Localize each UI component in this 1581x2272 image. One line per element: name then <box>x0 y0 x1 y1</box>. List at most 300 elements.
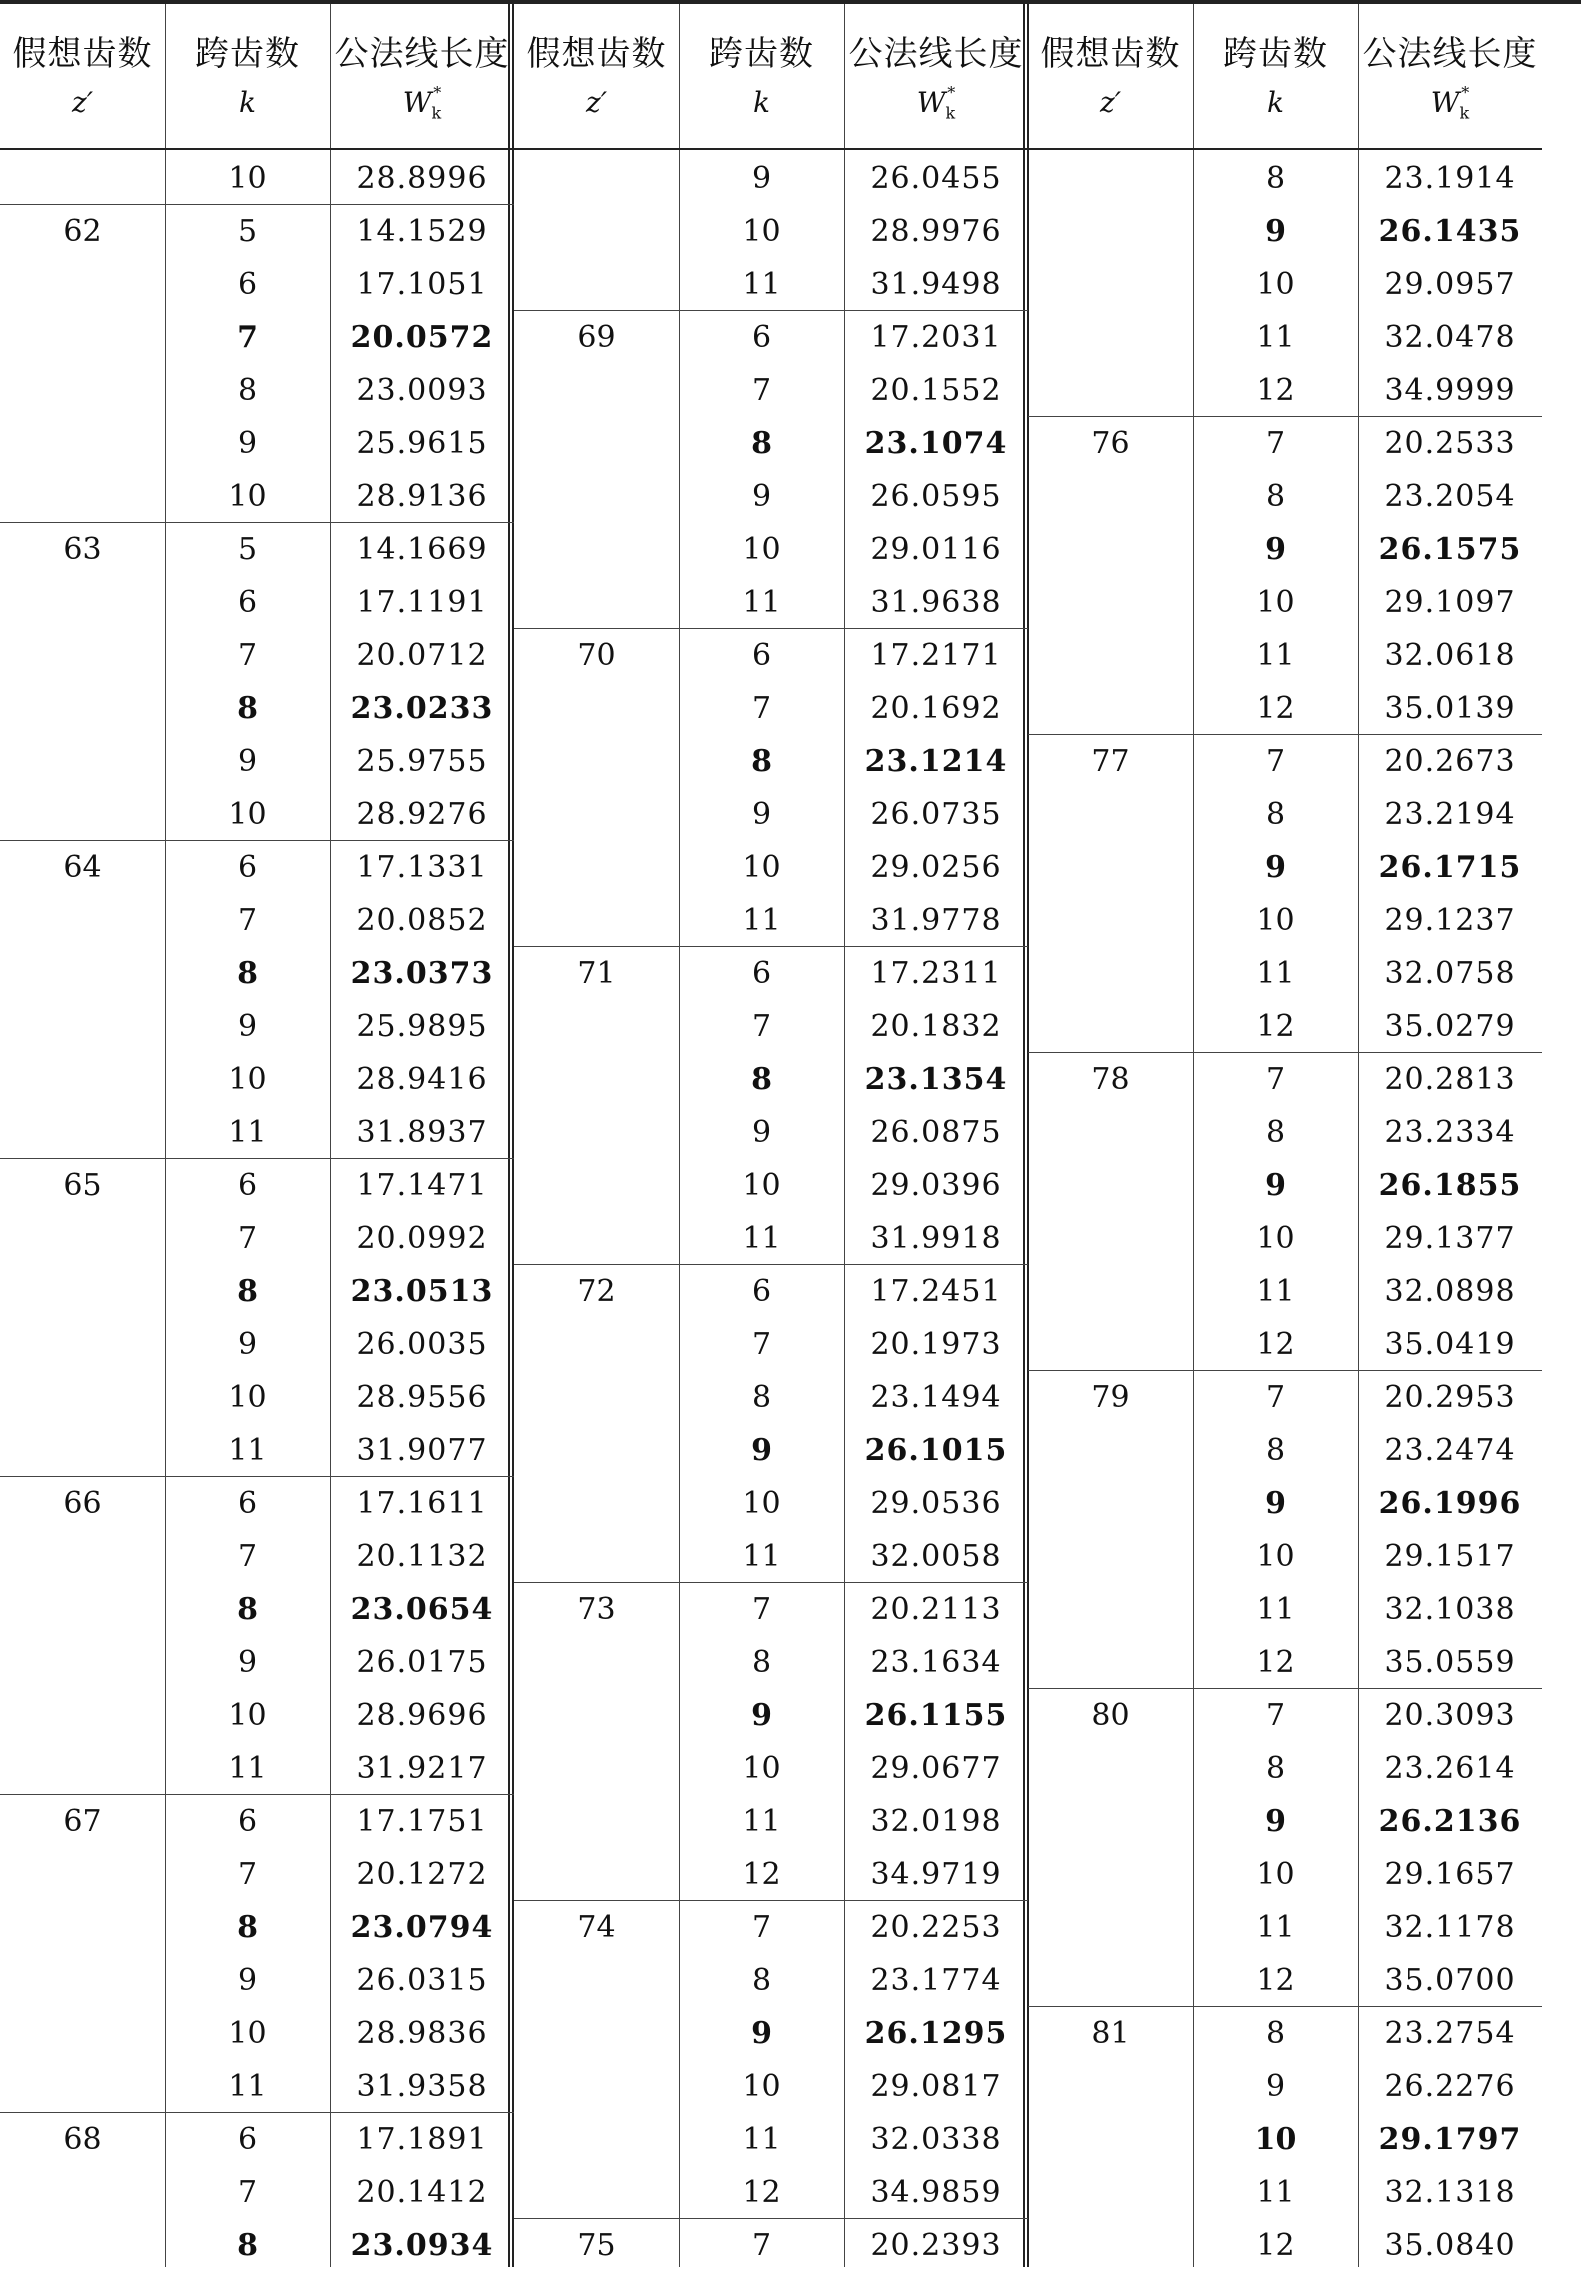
header-base-tangent-length-symbol <box>330 82 514 123</box>
cell-span-teeth: 8 <box>1265 2016 1286 2051</box>
cell-span-teeth: 7 <box>751 1009 772 1044</box>
cell-base-tangent-length: 20.1412 <box>356 2175 488 2210</box>
cell-span-teeth: 7 <box>751 1910 772 1945</box>
cell-base-tangent-length: 26.0315 <box>356 1963 488 1998</box>
header-imaginary-teeth-symbol-text: z′ <box>71 86 94 119</box>
cell-imaginary-teeth <box>1028 682 1193 735</box>
cell-base-tangent-length: 26.1855 <box>1378 1168 1522 1203</box>
cell-imaginary-teeth <box>1028 523 1193 576</box>
cell-imaginary-teeth <box>0 1954 165 2007</box>
cell-base-tangent-length: 23.2334 <box>1384 1115 1516 1150</box>
cell-span-teeth: 7 <box>1265 1380 1286 1415</box>
cell-span-teeth: 9 <box>751 797 772 832</box>
table-row <box>1028 311 1542 364</box>
cell-base-tangent-length: 17.1331 <box>356 850 488 885</box>
cell-span-teeth: 8 <box>1265 161 1286 196</box>
cell-span-teeth: 11 <box>1256 956 1295 991</box>
cell-base-tangent-length: 23.2614 <box>1384 1751 1516 1786</box>
table-row <box>514 1954 1028 2007</box>
cell-span-teeth: 10 <box>228 797 267 832</box>
cell-base-tangent-length: 26.0595 <box>870 479 1002 514</box>
cell-base-tangent-length: 20.2953 <box>1384 1380 1516 1415</box>
cell-span-teeth: 11 <box>1256 1592 1295 1627</box>
table-row <box>514 1477 1028 1530</box>
cell-imaginary-teeth <box>514 1530 679 1583</box>
cell-imaginary-teeth <box>1028 2166 1193 2219</box>
cell-base-tangent-length: 25.9895 <box>356 1009 488 1044</box>
table-row <box>0 629 514 682</box>
symbol-subscript: k <box>945 103 956 123</box>
cell-base-tangent-length: 35.0840 <box>1384 2228 1516 2263</box>
cell-imaginary-teeth <box>514 1795 679 1848</box>
cell-span-teeth: 9 <box>237 1009 258 1044</box>
table-row <box>1028 576 1542 629</box>
cell-base-tangent-length: 29.0396 <box>870 1168 1002 1203</box>
cell-base-tangent-length: 31.9498 <box>870 267 1002 302</box>
table-row <box>514 1689 1028 1742</box>
table-row <box>0 2060 514 2113</box>
cell-imaginary-teeth <box>0 2060 165 2113</box>
cell-span-teeth: 11 <box>742 1539 781 1574</box>
cell-span-teeth: 11 <box>742 2122 781 2157</box>
cell-imaginary-teeth: 72 <box>577 1274 616 1309</box>
cell-base-tangent-length: 32.0198 <box>870 1804 1002 1839</box>
cell-base-tangent-length: 17.1751 <box>356 1804 488 1839</box>
cell-imaginary-teeth <box>0 1265 165 1318</box>
cell-span-teeth: 7 <box>751 373 772 408</box>
cell-base-tangent-length: 20.1272 <box>356 1857 488 1892</box>
cell-imaginary-teeth <box>1028 841 1193 894</box>
cell-imaginary-teeth <box>1028 894 1193 947</box>
cell-span-teeth: 7 <box>237 2175 258 2210</box>
cell-span-teeth: 12 <box>1256 1327 1295 1362</box>
header-span-teeth-symbol-text: k <box>1267 86 1284 119</box>
header-imaginary-teeth-symbol <box>1028 86 1193 119</box>
table-row <box>1028 788 1542 841</box>
table-row <box>0 1265 514 1318</box>
cell-imaginary-teeth <box>0 1106 165 1159</box>
cell-span-teeth: 7 <box>1265 426 1286 461</box>
cell-span-teeth: 9 <box>237 1645 258 1680</box>
table-row <box>0 1477 514 1530</box>
cell-base-tangent-length: 29.0817 <box>870 2069 1002 2104</box>
cell-base-tangent-length: 29.1237 <box>1384 903 1516 938</box>
cell-base-tangent-length: 32.1178 <box>1384 1910 1516 1945</box>
table-row <box>1028 1742 1542 1795</box>
cell-span-teeth: 10 <box>228 1698 267 1733</box>
cell-imaginary-teeth <box>0 735 165 788</box>
table-row <box>1028 1795 1542 1848</box>
cell-span-teeth: 8 <box>751 1062 772 1097</box>
table-row <box>1028 1689 1542 1742</box>
table-row <box>1028 1636 1542 1689</box>
table-row <box>1028 470 1542 523</box>
cell-span-teeth: 10 <box>228 1380 267 1415</box>
cell-base-tangent-length: 28.9696 <box>356 1698 488 1733</box>
cell-base-tangent-length: 26.1715 <box>1378 850 1522 885</box>
table-row <box>1028 2113 1542 2166</box>
table-row <box>514 735 1028 788</box>
cell-span-teeth: 11 <box>742 585 781 620</box>
cell-span-teeth: 6 <box>237 850 258 885</box>
table-row <box>514 1371 1028 1424</box>
table-row <box>514 258 1028 311</box>
table-row <box>514 841 1028 894</box>
cell-base-tangent-length: 23.1634 <box>870 1645 1002 1680</box>
cell-span-teeth: 5 <box>237 214 258 249</box>
cell-base-tangent-length: 35.0419 <box>1384 1327 1516 1362</box>
table-row <box>1028 735 1542 788</box>
cell-imaginary-teeth: 79 <box>1091 1380 1130 1415</box>
table-row <box>1028 417 1542 470</box>
cell-base-tangent-length: 23.1214 <box>864 744 1008 779</box>
cell-base-tangent-length: 28.9836 <box>356 2016 488 2051</box>
cell-base-tangent-length: 14.1669 <box>356 532 488 567</box>
table-row <box>1028 629 1542 682</box>
table-row <box>0 1424 514 1477</box>
cell-span-teeth: 8 <box>237 956 258 991</box>
cell-base-tangent-length: 23.2754 <box>1384 2016 1516 2051</box>
table-row <box>514 947 1028 1000</box>
cell-base-tangent-length: 28.9276 <box>356 797 488 832</box>
cell-base-tangent-length: 26.0175 <box>356 1645 488 1680</box>
table-row <box>1028 523 1542 576</box>
cell-imaginary-teeth <box>1028 576 1193 629</box>
cell-imaginary-teeth: 67 <box>63 1804 102 1839</box>
header-base-tangent-length-symbol-text: W <box>1430 86 1460 119</box>
cell-span-teeth: 10 <box>742 1751 781 1786</box>
cell-span-teeth: 6 <box>751 320 772 355</box>
cell-base-tangent-length: 23.0934 <box>350 2228 494 2263</box>
cell-base-tangent-length: 29.1657 <box>1384 1857 1516 1892</box>
cell-base-tangent-length: 17.2311 <box>870 956 1002 991</box>
cell-imaginary-teeth: 65 <box>63 1168 102 1203</box>
cell-span-teeth: 6 <box>237 585 258 620</box>
table-row <box>0 470 514 523</box>
cell-span-teeth: 8 <box>1265 479 1286 514</box>
table-row <box>0 1106 514 1159</box>
cell-base-tangent-length: 26.0455 <box>870 161 1002 196</box>
table-row <box>1028 364 1542 417</box>
cell-span-teeth: 9 <box>751 479 772 514</box>
cell-imaginary-teeth <box>1028 1530 1193 1583</box>
cell-imaginary-teeth <box>514 576 679 629</box>
header-bottom-rule <box>0 148 514 150</box>
cell-span-teeth: 6 <box>237 267 258 302</box>
cell-imaginary-teeth: 74 <box>577 1910 616 1945</box>
cell-base-tangent-length: 20.1692 <box>870 691 1002 726</box>
cell-span-teeth: 11 <box>742 903 781 938</box>
cell-imaginary-teeth <box>514 1159 679 1212</box>
cell-imaginary-teeth <box>514 470 679 523</box>
table-row <box>514 1159 1028 1212</box>
cell-base-tangent-length: 23.1914 <box>1384 161 1516 196</box>
table-row <box>1028 1053 1542 1106</box>
cell-base-tangent-length: 17.1471 <box>356 1168 488 1203</box>
cell-span-teeth: 10 <box>742 1168 781 1203</box>
cell-base-tangent-length: 29.0536 <box>870 1486 1002 1521</box>
table-row <box>0 947 514 1000</box>
cell-imaginary-teeth <box>1028 1848 1193 1901</box>
cell-base-tangent-length: 17.1191 <box>356 585 488 620</box>
table-row <box>1028 1530 1542 1583</box>
cell-span-teeth: 7 <box>237 638 258 673</box>
cell-span-teeth: 9 <box>237 1327 258 1362</box>
cell-span-teeth: 7 <box>237 1857 258 1892</box>
cell-imaginary-teeth <box>0 682 165 735</box>
header-imaginary-teeth <box>514 4 679 150</box>
table-row <box>0 152 514 205</box>
cell-base-tangent-length: 20.2813 <box>1384 1062 1516 1097</box>
cell-imaginary-teeth <box>1028 1000 1193 1053</box>
cell-span-teeth: 10 <box>742 850 781 885</box>
table-row <box>514 2166 1028 2219</box>
cell-imaginary-teeth <box>0 1424 165 1477</box>
cell-span-teeth: 9 <box>1265 2069 1286 2104</box>
cell-imaginary-teeth <box>0 258 165 311</box>
table-row <box>0 1212 514 1265</box>
table-row <box>514 2060 1028 2113</box>
cell-imaginary-teeth <box>514 1742 679 1795</box>
header-imaginary-teeth-symbol <box>0 86 165 119</box>
header-imaginary-teeth-label: 假想齿数 <box>1040 34 1181 74</box>
cell-span-teeth: 9 <box>1265 532 1286 567</box>
cell-base-tangent-length: 20.2393 <box>870 2228 1002 2263</box>
cell-imaginary-teeth <box>514 1212 679 1265</box>
cell-imaginary-teeth <box>1028 364 1193 417</box>
table-row <box>0 523 514 576</box>
cell-base-tangent-length: 25.9615 <box>356 426 488 461</box>
table-row <box>514 2007 1028 2060</box>
cell-base-tangent-length: 17.2451 <box>870 1274 1002 1309</box>
table-row <box>514 1265 1028 1318</box>
cell-base-tangent-length: 28.9136 <box>356 479 488 514</box>
cell-imaginary-teeth <box>1028 1265 1193 1318</box>
cell-span-teeth: 10 <box>1256 1539 1295 1574</box>
cell-imaginary-teeth <box>514 682 679 735</box>
table-row <box>514 1000 1028 1053</box>
cell-base-tangent-length: 20.2113 <box>870 1592 1002 1627</box>
cell-imaginary-teeth: 75 <box>577 2228 616 2263</box>
cell-base-tangent-length: 23.1774 <box>870 1963 1002 1998</box>
cell-span-teeth: 10 <box>1256 1221 1295 1256</box>
cell-span-teeth: 10 <box>1256 903 1295 938</box>
table-row <box>514 629 1028 682</box>
cell-span-teeth: 12 <box>1256 1009 1295 1044</box>
cell-span-teeth: 8 <box>237 1592 258 1627</box>
cell-span-teeth: 9 <box>1265 1486 1286 1521</box>
cell-span-teeth: 7 <box>751 1592 772 1627</box>
cell-base-tangent-length: 17.1051 <box>356 267 488 302</box>
cell-imaginary-teeth: 68 <box>63 2122 102 2157</box>
header-base-tangent-length <box>1358 4 1542 150</box>
cell-span-teeth: 8 <box>237 1274 258 1309</box>
cell-imaginary-teeth <box>1028 1212 1193 1265</box>
header-span-teeth-label: 跨齿数 <box>1223 34 1328 74</box>
cell-imaginary-teeth <box>514 1636 679 1689</box>
cell-base-tangent-length: 20.0572 <box>350 320 494 355</box>
cell-imaginary-teeth: 80 <box>1091 1698 1130 1733</box>
cell-imaginary-teeth <box>1028 205 1193 258</box>
table-row <box>1028 1000 1542 1053</box>
cell-imaginary-teeth <box>514 2113 679 2166</box>
table-row <box>0 788 514 841</box>
table-row <box>0 258 514 311</box>
cell-span-teeth: 12 <box>1256 2228 1295 2263</box>
cell-base-tangent-length: 20.1832 <box>870 1009 1002 1044</box>
cell-imaginary-teeth: 81 <box>1091 2016 1130 2051</box>
cell-imaginary-teeth <box>514 152 679 205</box>
cell-base-tangent-length: 23.0513 <box>350 1274 494 1309</box>
cell-span-teeth: 10 <box>742 532 781 567</box>
cell-base-tangent-length: 35.0700 <box>1384 1963 1516 1998</box>
cell-base-tangent-length: 23.2054 <box>1384 479 1516 514</box>
table-row <box>1028 1159 1542 1212</box>
cell-imaginary-teeth <box>1028 1583 1193 1636</box>
cell-span-teeth: 8 <box>1265 1115 1286 1150</box>
table-row <box>514 576 1028 629</box>
cell-span-teeth: 7 <box>1265 744 1286 779</box>
cell-base-tangent-length: 34.9719 <box>870 1857 1002 1892</box>
cell-base-tangent-length: 31.9638 <box>870 585 1002 620</box>
cell-imaginary-teeth <box>0 1000 165 1053</box>
cell-span-teeth: 11 <box>1256 1910 1295 1945</box>
cell-span-teeth: 6 <box>237 1804 258 1839</box>
cell-base-tangent-length: 20.3093 <box>1384 1698 1516 1733</box>
cell-base-tangent-length: 20.0852 <box>356 903 488 938</box>
cell-base-tangent-length: 23.1074 <box>864 426 1008 461</box>
table-row <box>1028 1583 1542 1636</box>
cell-span-teeth: 8 <box>751 1645 772 1680</box>
cell-span-teeth: 12 <box>1256 1963 1295 1998</box>
cell-imaginary-teeth <box>1028 1954 1193 2007</box>
cell-span-teeth: 9 <box>237 1963 258 1998</box>
cell-span-teeth: 6 <box>237 1486 258 1521</box>
cell-span-teeth: 9 <box>237 744 258 779</box>
cell-span-teeth: 10 <box>1256 585 1295 620</box>
cell-imaginary-teeth <box>0 1636 165 1689</box>
cell-imaginary-teeth: 62 <box>63 214 102 249</box>
cell-base-tangent-length: 23.1494 <box>870 1380 1002 1415</box>
header-base-tangent-length-symbol <box>844 82 1028 123</box>
cell-span-teeth: 11 <box>742 267 781 302</box>
cell-base-tangent-length: 23.0794 <box>350 1910 494 1945</box>
cell-imaginary-teeth <box>0 629 165 682</box>
cell-imaginary-teeth <box>1028 1318 1193 1371</box>
cell-span-teeth: 8 <box>1265 1433 1286 1468</box>
cell-base-tangent-length: 23.0373 <box>350 956 494 991</box>
cell-span-teeth: 8 <box>237 2228 258 2263</box>
cell-imaginary-teeth <box>0 947 165 1000</box>
header-base-tangent-length-label: 公法线长度 <box>334 34 510 74</box>
cell-imaginary-teeth <box>0 1318 165 1371</box>
cell-imaginary-teeth: 64 <box>63 850 102 885</box>
cell-span-teeth: 7 <box>237 1539 258 1574</box>
table-row <box>1028 2007 1542 2060</box>
cell-base-tangent-length: 29.0256 <box>870 850 1002 885</box>
header-imaginary-teeth <box>0 4 165 150</box>
table-row <box>1028 1477 1542 1530</box>
cell-imaginary-teeth <box>0 2219 165 2272</box>
table-row <box>514 682 1028 735</box>
table-row <box>0 2166 514 2219</box>
cell-imaginary-teeth <box>0 364 165 417</box>
table-row <box>514 1318 1028 1371</box>
cell-span-teeth: 10 <box>1256 1857 1295 1892</box>
cell-base-tangent-length: 32.0478 <box>1384 320 1516 355</box>
cell-imaginary-teeth <box>514 1848 679 1901</box>
table-row <box>0 2219 514 2272</box>
header-imaginary-teeth-symbol <box>514 86 679 119</box>
cell-imaginary-teeth <box>514 1318 679 1371</box>
table-row <box>514 2219 1028 2272</box>
table-row <box>0 1954 514 2007</box>
header-bottom-rule <box>1028 148 1542 150</box>
cell-span-teeth: 6 <box>751 1274 772 1309</box>
cell-imaginary-teeth <box>0 1053 165 1106</box>
cell-imaginary-teeth <box>0 788 165 841</box>
table-row <box>0 1530 514 1583</box>
table-row <box>514 417 1028 470</box>
cell-imaginary-teeth <box>1028 1901 1193 1954</box>
cell-span-teeth: 9 <box>751 1433 772 1468</box>
cell-imaginary-teeth <box>514 1954 679 2007</box>
cell-imaginary-teeth: 69 <box>577 320 616 355</box>
table-row <box>0 1795 514 1848</box>
cell-span-teeth: 7 <box>237 903 258 938</box>
cell-imaginary-teeth <box>0 1689 165 1742</box>
cell-base-tangent-length: 29.1377 <box>1384 1221 1516 1256</box>
cell-span-teeth: 9 <box>751 2016 772 2051</box>
cell-base-tangent-length: 23.1354 <box>864 1062 1008 1097</box>
table-row <box>514 152 1028 205</box>
cell-imaginary-teeth: 63 <box>63 532 102 567</box>
cell-base-tangent-length: 32.0758 <box>1384 956 1516 991</box>
cell-span-teeth: 11 <box>742 1221 781 1256</box>
cell-base-tangent-length: 20.1132 <box>356 1539 488 1574</box>
table-row <box>514 1636 1028 1689</box>
table-row <box>514 364 1028 417</box>
cell-base-tangent-length: 23.0654 <box>350 1592 494 1627</box>
cell-base-tangent-length: 25.9755 <box>356 744 488 779</box>
cell-span-teeth: 9 <box>1265 1168 1286 1203</box>
table-row <box>0 311 514 364</box>
cell-span-teeth: 7 <box>751 2228 772 2263</box>
table-row <box>514 1742 1028 1795</box>
table-row <box>514 894 1028 947</box>
cell-base-tangent-length: 23.0093 <box>356 373 488 408</box>
symbol-subscript: k <box>431 103 442 123</box>
cell-span-teeth: 10 <box>742 2069 781 2104</box>
cell-span-teeth: 8 <box>1265 797 1286 832</box>
cell-base-tangent-length: 23.0233 <box>350 691 494 726</box>
table-row <box>514 1795 1028 1848</box>
table-row <box>0 1159 514 1212</box>
cell-imaginary-teeth <box>1028 1742 1193 1795</box>
table-row <box>514 1424 1028 1477</box>
header-span-teeth-symbol <box>679 86 844 119</box>
cell-span-teeth: 7 <box>1265 1698 1286 1733</box>
cell-base-tangent-length: 28.8996 <box>356 161 488 196</box>
table-row <box>1028 1265 1542 1318</box>
cell-imaginary-teeth <box>514 788 679 841</box>
cell-imaginary-teeth: 76 <box>1091 426 1130 461</box>
cell-imaginary-teeth <box>1028 947 1193 1000</box>
cell-imaginary-teeth <box>1028 1424 1193 1477</box>
cell-imaginary-teeth <box>1028 2219 1193 2272</box>
cell-base-tangent-length: 26.1155 <box>864 1698 1008 1733</box>
cell-base-tangent-length: 23.2474 <box>1384 1433 1516 1468</box>
